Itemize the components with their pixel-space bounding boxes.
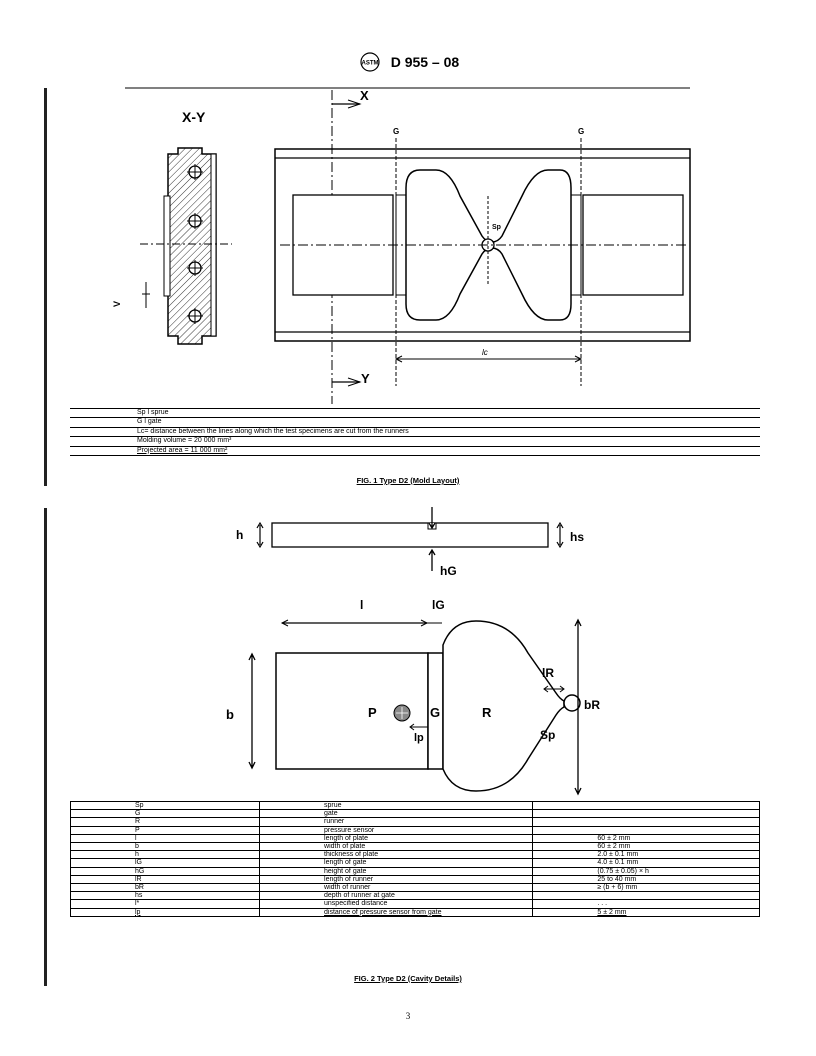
table-row [71, 884, 760, 892]
legend-row: Projected area = 11 000 mm² [70, 447, 760, 456]
x-label: X [360, 88, 369, 103]
table-cell-description: depth of runner at gate [260, 892, 533, 900]
table-row [71, 900, 760, 908]
figure1-caption: FIG. 1 Type D2 (Mold Layout) [356, 476, 460, 485]
table-cell-symbol: R [71, 818, 260, 826]
change-bar-fig1 [44, 88, 47, 486]
legend-row: G l gate [70, 418, 760, 427]
side-arrow-label: V [112, 300, 122, 307]
designation: D 955 – 08 [390, 54, 460, 71]
table-cell-value: 5 ± 2 mm [533, 908, 760, 916]
l-label: l [360, 598, 364, 612]
br-label: bR [584, 698, 600, 712]
lr-label: lR [542, 666, 554, 680]
table-cell-description: unspecified distance [260, 900, 533, 908]
change-bar-fig2 [44, 508, 47, 986]
table-cell-symbol: Sp [71, 802, 260, 810]
page-number: 3 [405, 1011, 411, 1021]
hs-label: hs [570, 530, 585, 544]
sp-label: Sp [492, 224, 501, 231]
table-cell-description: pressure sensor [260, 826, 533, 834]
table-row [71, 802, 760, 810]
table-cell-symbol: b [71, 843, 260, 851]
table-cell-description: runner [260, 818, 533, 826]
table-row [71, 810, 760, 818]
table-cell-value: ≥ (b + 6) mm [533, 884, 760, 892]
table-cell-value: 2.0 ± 0.1 mm [533, 851, 760, 859]
table-row [71, 851, 760, 859]
r-label: R [482, 705, 492, 720]
table-cell-symbol: l* [71, 900, 260, 908]
table-cell-symbol: lp [71, 908, 260, 916]
table-cell-value [533, 892, 760, 900]
table-cell-description: length of gate [260, 859, 533, 867]
lc-label: lc [482, 348, 488, 357]
table-cell-value: (0.75 ± 0.05) × h [533, 867, 760, 875]
table-cell-value [533, 818, 760, 826]
table-cell-value: 60 ± 2 mm [533, 834, 760, 842]
table-row [71, 908, 760, 916]
table-cell-description: height of gate [260, 867, 533, 875]
table-cell-symbol: l [71, 834, 260, 842]
page-header [0, 52, 816, 75]
b-label: b [226, 707, 234, 722]
g-label-left: G [393, 127, 400, 136]
table-cell-symbol: G [71, 810, 260, 818]
table-cell-symbol: bR [71, 884, 260, 892]
g-label-right: G [578, 127, 585, 136]
g-label: G [430, 705, 441, 720]
table-cell-symbol: h [71, 851, 260, 859]
table-cell-value: 4.0 ± 0.1 mm [533, 859, 760, 867]
legend-row: Molding volume = 20 000 mm³ [70, 437, 760, 446]
figure2-drawing [220, 503, 620, 798]
figure2-table [70, 801, 760, 917]
p-label: P [368, 705, 377, 720]
table-cell-value [533, 802, 760, 810]
table-row [71, 867, 760, 875]
table-cell-description: thickness of plate [260, 851, 533, 859]
astm-logo [357, 52, 383, 75]
table-cell-description: width of runner [260, 884, 533, 892]
table-row [71, 818, 760, 826]
table-cell-value: . . . [533, 900, 760, 908]
table-cell-symbol: hs [71, 892, 260, 900]
view-label: X-Y [182, 109, 206, 125]
h-label: h [236, 528, 244, 542]
figure2-caption: FIG. 2 Type D2 (Cavity Details) [354, 974, 462, 983]
table-row [71, 875, 760, 883]
table-row [71, 834, 760, 842]
table-cell-symbol: P [71, 826, 260, 834]
table-row [71, 892, 760, 900]
table-cell-symbol: lG [71, 859, 260, 867]
table-row [71, 859, 760, 867]
table-cell-description: gate [260, 810, 533, 818]
lp-label: lp [414, 732, 424, 744]
table-cell-description: distance of pressure sensor from gate [260, 908, 533, 916]
table-cell-value: 60 ± 2 mm [533, 843, 760, 851]
sp-label-fig2: Sp [540, 728, 556, 742]
lg-label: lG [432, 598, 445, 612]
table-cell-value [533, 810, 760, 818]
table-cell-description: sprue [260, 802, 533, 810]
hg-label: hG [440, 564, 457, 578]
table-cell-description: length of runner [260, 875, 533, 883]
figure1-drawing [112, 86, 695, 406]
y-label: Y [361, 371, 370, 386]
legend-row: Lc= distance between the lines along which the test specimens are cut from the runners [70, 428, 760, 437]
table-cell-value [533, 826, 760, 834]
table-row [71, 843, 760, 851]
table-cell-value: 25 to 40 mm [533, 875, 760, 883]
table-cell-symbol: lR [71, 875, 260, 883]
figure1-legend [70, 408, 760, 456]
astm-logo-text: ASTM [361, 60, 379, 67]
table-cell-symbol: hG [71, 867, 260, 875]
table-row [71, 826, 760, 834]
legend-row: Sp l sprue [70, 409, 760, 418]
table-cell-description: width of plate [260, 843, 533, 851]
table-cell-description: length of plate [260, 834, 533, 842]
